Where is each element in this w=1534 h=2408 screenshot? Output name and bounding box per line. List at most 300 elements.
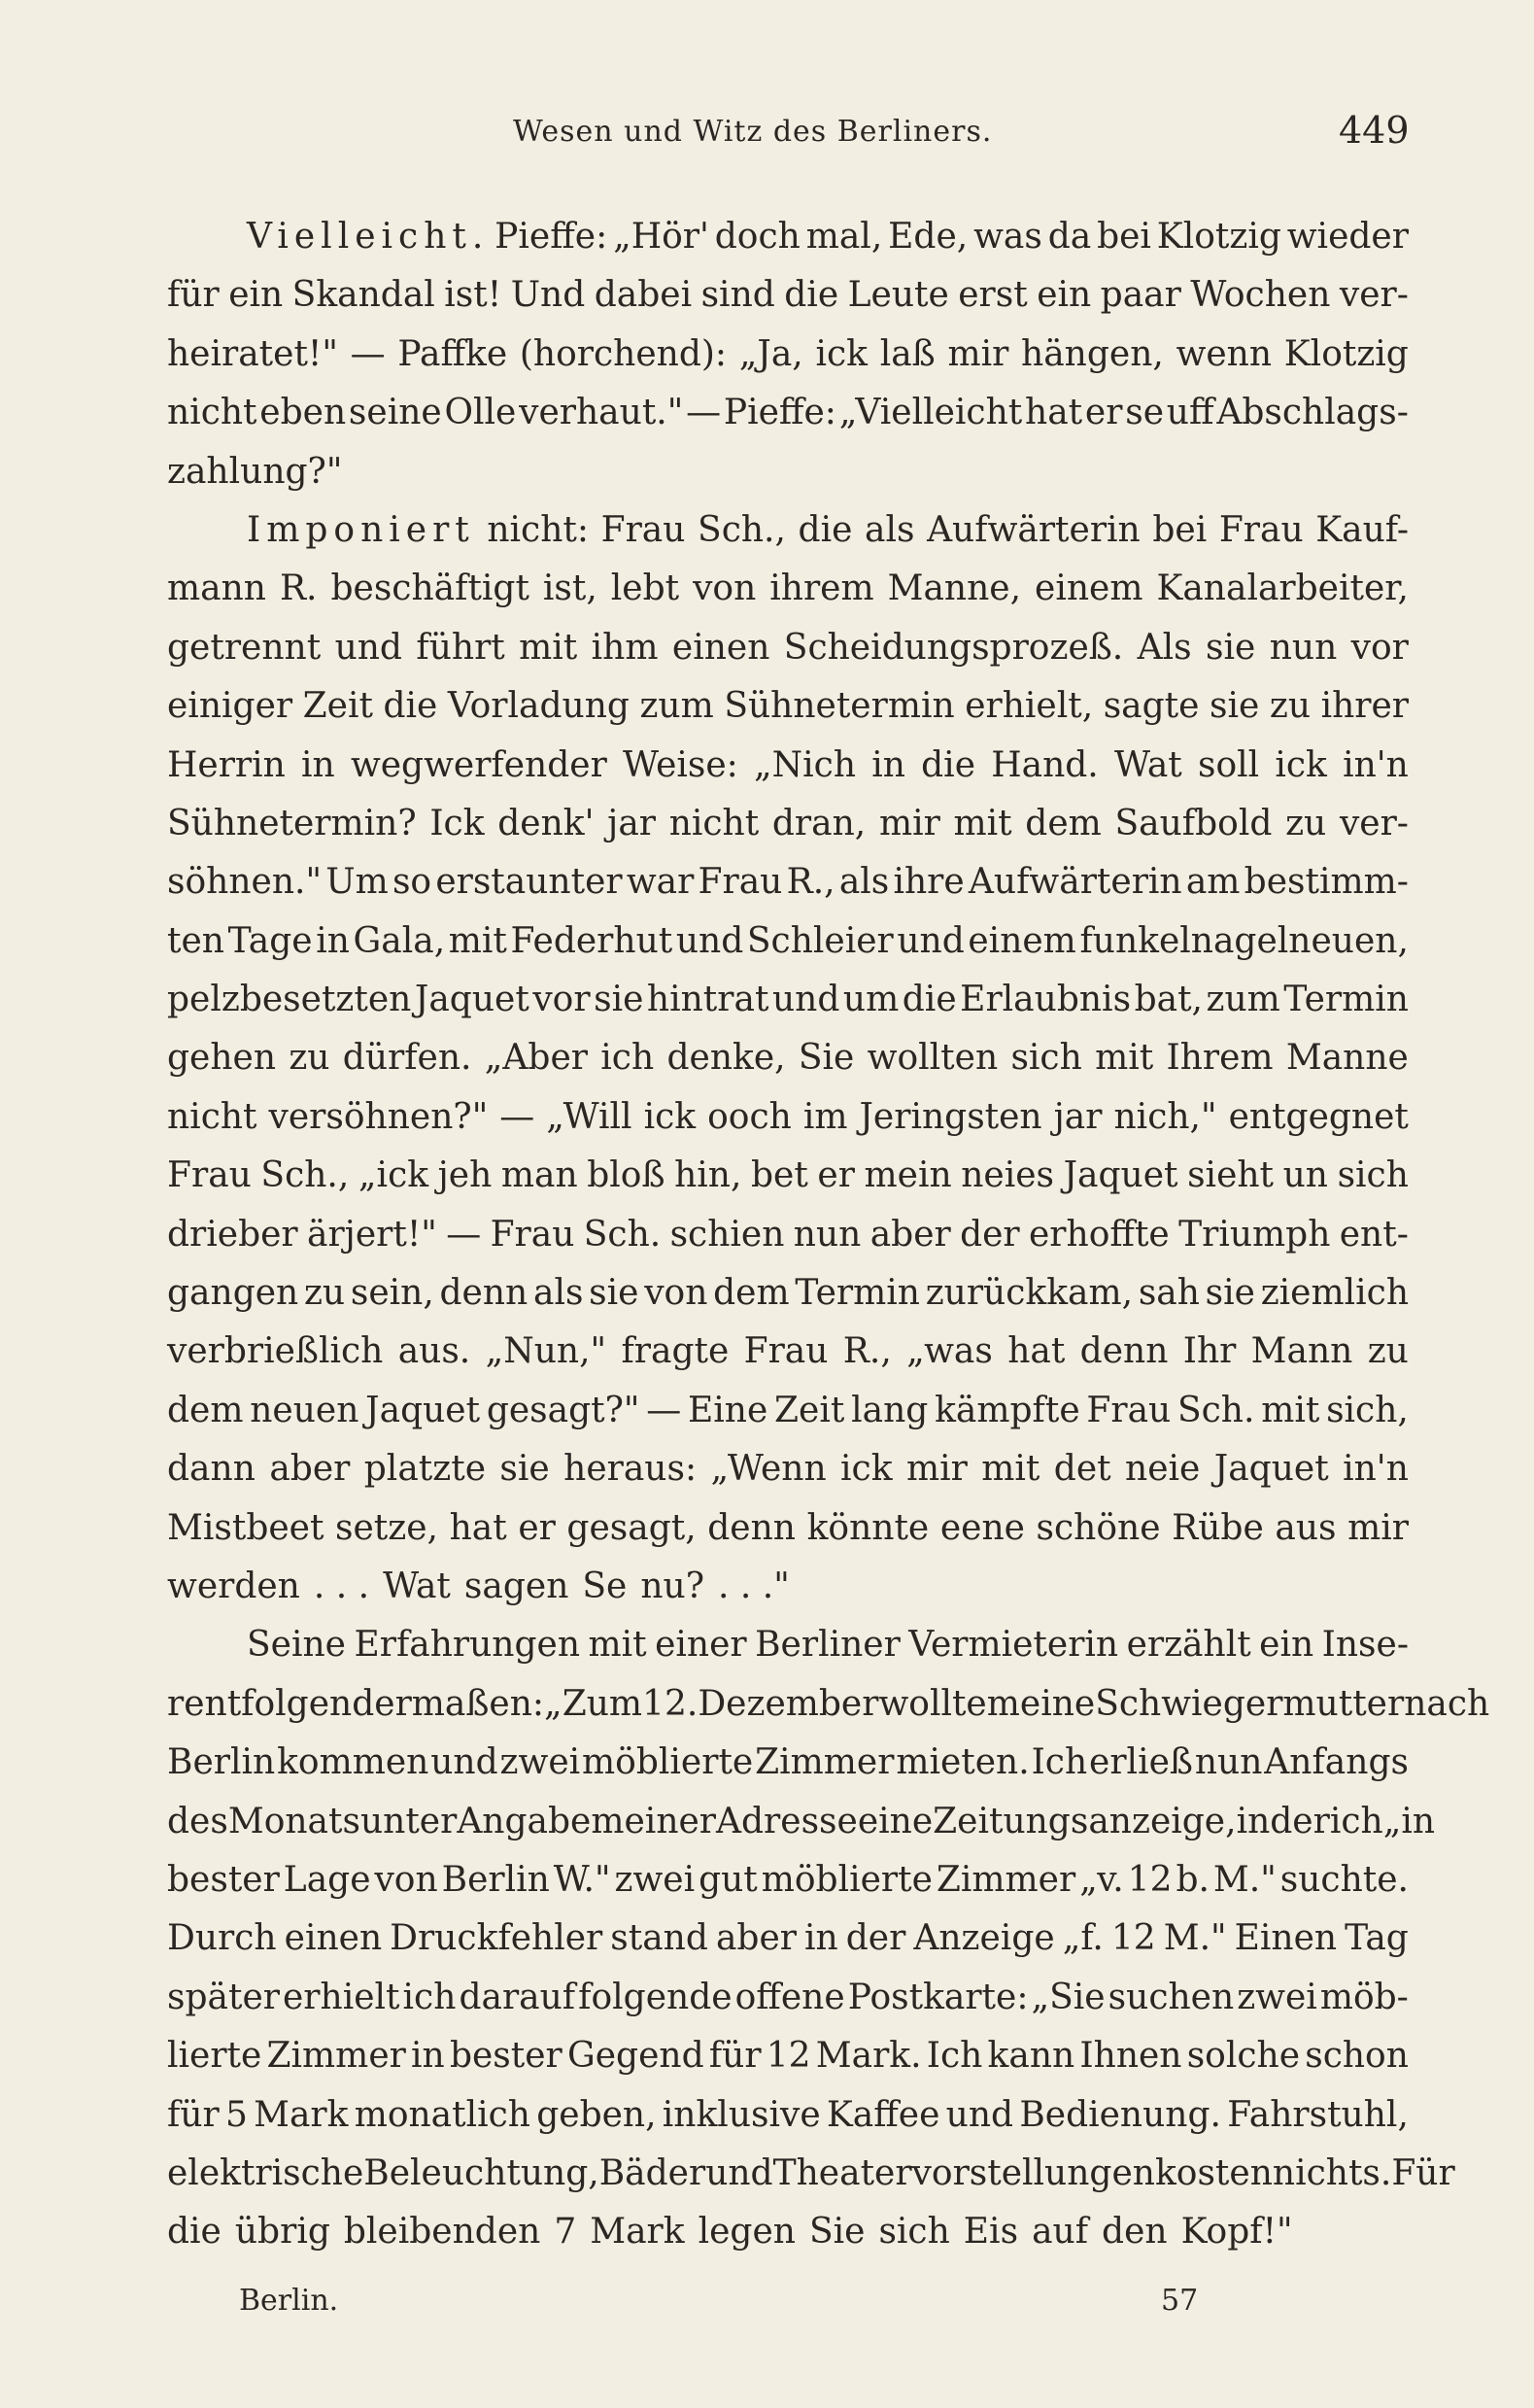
word: später — [167, 1977, 280, 2017]
word: die — [167, 2212, 222, 2253]
word: Schleier — [746, 920, 894, 961]
word: Ihnen — [1079, 2036, 1182, 2077]
word: zwei — [1237, 1977, 1317, 2017]
word: ten — [167, 920, 224, 961]
word: ihrer — [1320, 686, 1409, 727]
word: „Zum — [544, 1683, 643, 1724]
text-line — [167, 619, 1409, 677]
word: ich — [1329, 1801, 1383, 1841]
word: die — [902, 980, 957, 1020]
word: folgendermaßen: — [241, 1683, 545, 1724]
word: ein — [228, 275, 284, 316]
word: gut — [699, 1859, 758, 1900]
word: . . . — [313, 1565, 370, 1606]
word: und — [945, 2094, 1014, 2135]
word: Mark. — [815, 2036, 922, 2077]
word: als — [865, 509, 915, 550]
word: Ick — [429, 803, 485, 843]
text-line — [167, 1675, 1490, 1734]
word: Und — [510, 275, 586, 316]
word: hin, — [674, 1155, 742, 1196]
word: „f. — [1062, 1918, 1104, 1959]
word: vor — [1350, 627, 1409, 668]
word: Frau — [1218, 509, 1304, 550]
word: Wat — [1113, 744, 1182, 785]
word: Anzeige — [913, 1918, 1055, 1959]
word: zurückkam, — [925, 1273, 1134, 1314]
word: ziemlich — [1260, 1273, 1409, 1314]
word: was — [973, 217, 1042, 257]
word: in'n — [1343, 744, 1409, 785]
word: er — [817, 1155, 855, 1196]
word: denn — [439, 1273, 528, 1314]
word: entgegnet — [1228, 1096, 1409, 1137]
word: zahlung?" — [167, 451, 343, 492]
word: des — [167, 1801, 228, 1841]
word: bleibenden — [343, 2212, 541, 2253]
word: „Hör' — [613, 217, 709, 257]
word: der — [1270, 1801, 1330, 1841]
word: neuen — [250, 1390, 359, 1430]
text-line — [167, 1382, 1409, 1440]
word: jar — [607, 803, 656, 843]
word: söhnen." — [167, 862, 323, 903]
word: mit — [519, 627, 578, 668]
page-number: 449 — [1339, 109, 1410, 152]
word: bat, — [1134, 980, 1203, 1020]
word: Ihr — [1182, 1331, 1237, 1372]
text-line — [167, 2145, 1455, 2203]
text-line — [167, 795, 1409, 853]
text-line — [167, 1616, 1409, 1674]
word: doch — [714, 217, 801, 257]
word: „Ja, — [738, 333, 803, 374]
word: — — [499, 1096, 535, 1137]
word: Jeringsten — [859, 1096, 1042, 1137]
word: mein — [864, 1155, 952, 1196]
text-line — [167, 1969, 1409, 2027]
word: un — [1282, 1155, 1328, 1196]
word: nun — [1194, 1742, 1263, 1783]
word: nicht: — [487, 509, 590, 550]
word: einem — [968, 920, 1076, 961]
sheet-number: 57 — [1161, 2284, 1199, 2318]
word: ihm — [591, 627, 659, 668]
word: Druckfehler — [390, 1918, 603, 1959]
word: Mark — [254, 2094, 349, 2135]
word: könnte — [806, 1507, 930, 1548]
word: sein, — [350, 1273, 434, 1314]
word: Frau — [743, 1331, 829, 1372]
word: sich — [1010, 1038, 1082, 1079]
word: erhoffte — [1029, 1214, 1170, 1255]
word: — — [446, 1214, 482, 1255]
word: platzte — [363, 1449, 486, 1490]
word: mir — [1347, 1507, 1409, 1548]
word: „Sie — [1031, 1977, 1106, 2017]
word: monatlich — [354, 2094, 530, 2135]
word: um — [842, 980, 900, 1020]
word: Saufbold — [1114, 803, 1273, 843]
text-line — [167, 1264, 1409, 1323]
word: heiratet!" — [167, 333, 338, 374]
word: zwei — [499, 1742, 581, 1783]
word: Mark — [590, 2212, 685, 2253]
word: als — [532, 1273, 584, 1314]
word: heraus: — [563, 1449, 698, 1490]
word: Aufwärterin — [968, 862, 1182, 903]
word: meine — [986, 1683, 1096, 1724]
word: Berlin — [441, 1859, 550, 1900]
word: Imponiert — [247, 509, 475, 550]
word: Als — [1137, 627, 1192, 668]
word: verhaut." — [519, 393, 684, 433]
word: R. — [279, 568, 318, 609]
word: geben, — [536, 2094, 657, 2135]
word: Wochen — [1190, 275, 1331, 316]
text-line — [167, 501, 1409, 560]
word: Manne — [1285, 1038, 1409, 1079]
word: Sie — [798, 1038, 855, 1079]
word: eene — [939, 1507, 1025, 1548]
word: „Vielleicht — [838, 393, 1023, 433]
word: in — [804, 1918, 838, 1959]
word: mieten. — [896, 1742, 1030, 1783]
text-line — [167, 737, 1409, 795]
word: gangen — [167, 1273, 299, 1314]
word: paar — [1100, 275, 1181, 316]
word: dann — [167, 1449, 256, 1490]
word: Bäder — [598, 2152, 706, 2193]
word: legen — [698, 2212, 796, 2253]
word: — — [686, 393, 722, 433]
word: bei — [1152, 509, 1208, 550]
word: Ede, — [888, 217, 969, 257]
word: eine — [857, 1801, 934, 1841]
word: sie — [1205, 1273, 1255, 1314]
word: getrennt — [167, 627, 322, 668]
text-line — [167, 1851, 1409, 1909]
word: erhielt — [283, 1977, 400, 2017]
word: sind — [700, 275, 775, 316]
word: dem — [1025, 803, 1102, 843]
word: Jaquet — [414, 980, 529, 1020]
word: Kopf!" — [1180, 2212, 1293, 2253]
page-header — [0, 109, 1534, 167]
word: rent — [167, 1683, 242, 1724]
text-line — [167, 1029, 1409, 1087]
word: Olle — [444, 393, 517, 433]
word: denke, — [666, 1038, 786, 1079]
word: einer — [655, 1625, 747, 1666]
word: Frau — [600, 509, 686, 550]
word: und — [675, 920, 744, 961]
word: „Nun," — [485, 1331, 607, 1372]
word: . . ." — [718, 1565, 790, 1606]
word: Erfahrungen — [354, 1625, 581, 1666]
word: sie — [499, 1449, 550, 1490]
word: Sie — [808, 2212, 866, 2253]
word: Beleuchtung, — [363, 2152, 599, 2193]
text-line — [167, 2086, 1409, 2145]
word: neies — [961, 1155, 1055, 1196]
word: Zimmer — [936, 1859, 1076, 1900]
word: den — [1102, 2212, 1168, 2253]
word: denk' — [497, 803, 595, 843]
word: R., — [786, 862, 835, 903]
word: einen — [284, 1918, 383, 1959]
word: erhielt, — [965, 686, 1094, 727]
word: ick — [840, 1449, 893, 1490]
word: Eis — [963, 2212, 1019, 2253]
word: als — [838, 862, 890, 903]
word: ooch — [707, 1096, 792, 1137]
word: Postkarte: — [847, 1977, 1029, 2017]
word: Zeitungsanzeige, — [933, 1801, 1237, 1841]
word: unter — [359, 1801, 458, 1841]
word: M." — [1212, 1859, 1277, 1900]
word: hat — [449, 1507, 507, 1548]
word: von — [644, 1273, 708, 1314]
word: „Nich — [754, 744, 857, 785]
word: Pieffe: — [494, 217, 608, 257]
word: bester — [167, 1859, 280, 1900]
word: gesagt?" — [486, 1390, 640, 1430]
word: Frau — [490, 1214, 575, 1255]
paragraph — [167, 208, 1409, 501]
word: stand — [610, 1918, 708, 1959]
word: (horchend): — [519, 333, 728, 374]
word: Inse- — [1321, 1625, 1409, 1666]
word: da — [1047, 217, 1092, 257]
word: Se — [582, 1565, 628, 1606]
word: pelzbesetzten — [167, 980, 412, 1020]
word: Jaquet — [1213, 1449, 1329, 1490]
word: Hand. — [991, 744, 1099, 785]
word: Sühnetermin? — [167, 803, 417, 843]
word: se — [1125, 393, 1164, 433]
word: Jaquet — [1063, 1155, 1178, 1196]
word: ein — [1259, 1625, 1314, 1666]
word: sagte — [1103, 686, 1200, 727]
word: in — [301, 744, 335, 785]
word: er — [518, 1507, 556, 1548]
word: ent- — [1339, 1214, 1409, 1255]
word: sie — [1206, 627, 1256, 668]
word: „ick — [358, 1155, 429, 1196]
word: sie — [594, 980, 644, 1020]
word: mir — [947, 333, 1009, 374]
text-line — [167, 1499, 1409, 1558]
word: Ich — [1031, 1742, 1088, 1783]
word: det — [1053, 1449, 1111, 1490]
word: Termin — [1283, 980, 1409, 1020]
word: jeh — [437, 1155, 493, 1196]
word: drieber — [167, 1214, 298, 1255]
word: Zeit — [774, 1390, 845, 1430]
word: Schwiegermutter — [1095, 1683, 1405, 1724]
word: Durch — [167, 1918, 277, 1959]
word: „in — [1382, 1801, 1436, 1841]
word: mann — [167, 568, 266, 609]
paragraph — [167, 1616, 1490, 2261]
word: — — [350, 333, 386, 374]
word: Adresse — [716, 1801, 858, 1841]
word: jar — [1053, 1096, 1103, 1137]
word: versöhnen?" — [268, 1096, 489, 1137]
word: dran, — [771, 803, 867, 843]
page-footer — [0, 2284, 1534, 2332]
word: werden — [167, 1565, 300, 1606]
word: Zimmer — [266, 2036, 406, 2077]
word: verbrießlich — [167, 1331, 384, 1372]
word: aber — [269, 1449, 351, 1490]
word: Leute — [847, 275, 949, 316]
word: übrig — [234, 2212, 330, 2253]
word: Klotzig — [1283, 333, 1409, 374]
word: zwei — [614, 1859, 696, 1900]
word: dem — [713, 1273, 790, 1314]
word: 12. — [642, 1683, 699, 1724]
word: Berlin — [167, 1742, 276, 1783]
word: war — [626, 862, 695, 903]
word: Kanalarbeiter, — [1156, 568, 1409, 609]
word: solche — [1186, 2036, 1301, 2077]
word: Frau — [698, 862, 783, 903]
word: hat — [1007, 1331, 1066, 1372]
word: für — [708, 2036, 762, 2077]
word: — — [646, 1390, 682, 1430]
word: im — [802, 1096, 848, 1137]
word: kommen — [277, 1742, 429, 1783]
word: die — [784, 275, 839, 316]
word: nach — [1404, 1683, 1490, 1724]
word: der — [960, 1214, 1020, 1255]
text-line — [167, 1440, 1409, 1498]
word: kosten — [1154, 2152, 1273, 2193]
word: Skandal — [291, 275, 435, 316]
word: mit — [588, 1625, 647, 1666]
word: wegwerfender — [350, 744, 607, 785]
word: Tage — [227, 920, 313, 961]
word: Lage — [283, 1859, 371, 1900]
word: sich — [878, 2212, 950, 2253]
word: Angabe — [457, 1801, 592, 1841]
word: sieht — [1187, 1155, 1275, 1196]
text-line — [167, 1909, 1409, 1968]
word: ist! — [444, 275, 502, 316]
word: nun — [793, 1214, 862, 1255]
word: für — [167, 2094, 220, 2135]
word: ich — [600, 1038, 655, 1079]
word: lang — [851, 1390, 929, 1430]
text-line — [167, 1323, 1409, 1381]
word: Sch., — [698, 509, 786, 550]
word: „v. — [1079, 1859, 1124, 1900]
word: nicht — [668, 803, 760, 843]
word: die — [383, 686, 438, 727]
word: Eine — [688, 1390, 768, 1430]
word: möb- — [1319, 1977, 1409, 2017]
running-title: Wesen und Witz des Berliners. — [513, 115, 993, 149]
word: von — [374, 1859, 438, 1900]
word: hintrat — [646, 980, 769, 1020]
word: am — [1185, 862, 1241, 903]
word: Abschlags- — [1216, 393, 1409, 433]
word: Monats — [227, 1801, 360, 1841]
word: 5 — [224, 2094, 248, 2135]
text-line — [167, 1793, 1436, 1851]
word: ick — [815, 333, 868, 374]
word: inklusive — [662, 2094, 821, 2135]
word: Ihrem — [1166, 1038, 1274, 1079]
word: zu — [1269, 686, 1312, 727]
word: und — [705, 2152, 773, 2193]
text-line — [167, 1206, 1409, 1264]
word: Klotzig — [1156, 217, 1281, 257]
text-line — [167, 208, 1409, 266]
word: bestimm- — [1244, 862, 1409, 903]
word: nun — [1269, 627, 1338, 668]
word: möblierte — [761, 1859, 933, 1900]
text-line — [167, 1088, 1409, 1147]
word: soll — [1197, 744, 1260, 785]
word: Theatervorstellungen — [772, 2152, 1155, 2193]
word: Einen — [1234, 1918, 1338, 1959]
word: für — [167, 275, 220, 316]
text-line — [167, 2027, 1409, 2085]
text-line — [167, 971, 1409, 1029]
text-line — [167, 326, 1409, 384]
word: in — [411, 2036, 445, 2077]
word: 12 — [1110, 1918, 1156, 1959]
word: ihrem — [769, 568, 874, 609]
word: und — [334, 627, 402, 668]
word: erst — [958, 275, 1028, 316]
word: zu — [1367, 1331, 1409, 1372]
word: hängen, — [1021, 333, 1164, 374]
word: b. — [1176, 1859, 1210, 1900]
word: Berliner — [755, 1625, 901, 1666]
word: Bedienung. — [1019, 2094, 1221, 2135]
word: 12 — [1127, 1859, 1173, 1900]
word: vor — [532, 980, 591, 1020]
text-line — [167, 677, 1409, 736]
word: Jaquet — [365, 1390, 481, 1430]
text-line — [167, 384, 1409, 442]
word: Sch. — [583, 1214, 662, 1255]
word: Tag — [1345, 1918, 1409, 1959]
word: Wat — [383, 1565, 451, 1606]
word: denn — [707, 1507, 796, 1548]
word: erstaunter — [435, 862, 623, 903]
word: Sühnetermin — [724, 686, 955, 727]
word: eben — [259, 393, 347, 433]
word: Kaffee — [826, 2094, 940, 2135]
word: elektrische — [167, 2152, 364, 2193]
word: Rübe — [1172, 1507, 1264, 1548]
text-line — [167, 1734, 1409, 1792]
word: „was — [906, 1331, 993, 1372]
word: neie — [1125, 1449, 1201, 1490]
word: Vielleicht. — [247, 217, 490, 257]
word: und — [897, 920, 965, 961]
word: zum — [1206, 980, 1280, 1020]
word: Kauf- — [1315, 509, 1409, 550]
word: M." — [1163, 1918, 1227, 1959]
word: 7 — [554, 2212, 577, 2253]
word: einiger — [167, 686, 293, 727]
